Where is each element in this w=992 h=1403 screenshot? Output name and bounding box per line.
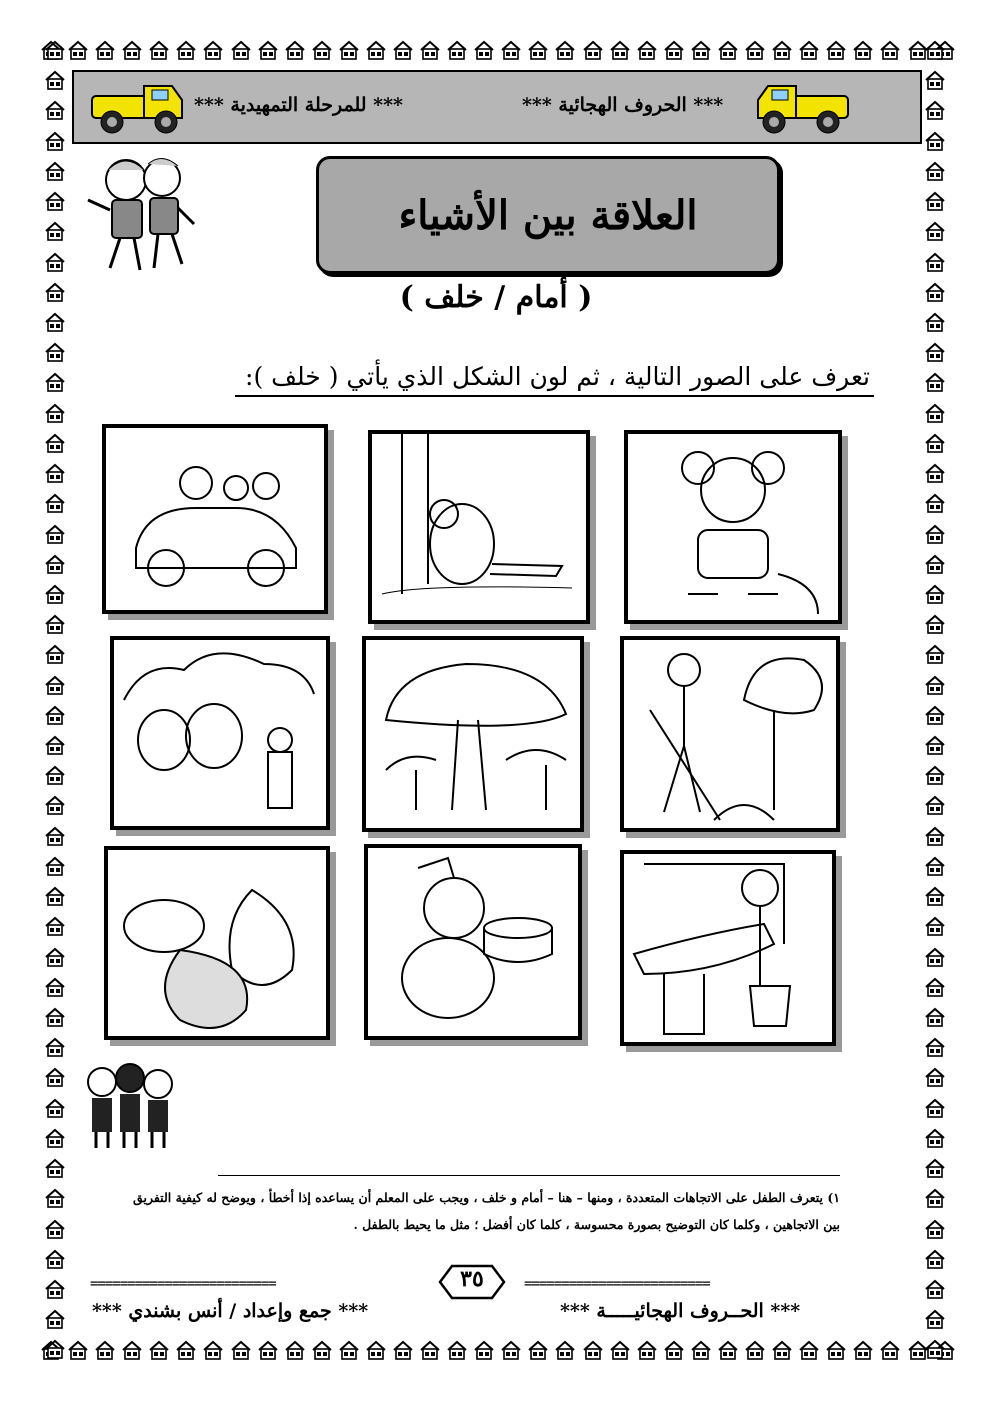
house-icon [44,372,66,392]
house-icon [924,1309,946,1329]
house-icon [311,40,333,60]
house-icon [924,1339,946,1359]
house-icon [230,40,252,60]
house-icon [924,1158,946,1178]
house-icon [44,1249,66,1269]
house-icon [44,1067,66,1087]
house-icon [771,1340,793,1360]
house-icon [717,40,739,60]
house-icon [582,1340,604,1360]
house-icon [924,1219,946,1239]
house-icon [44,161,66,181]
house-icon [924,100,946,120]
border-bottom [40,1340,956,1362]
bear-icon [368,848,578,1036]
house-icon [67,1340,89,1360]
picture-trees[interactable] [362,636,584,832]
house-icon [924,1128,946,1148]
house-icon [924,403,946,423]
house-icon [44,947,66,967]
house-icon [744,1340,766,1360]
fig-icon [108,850,326,1036]
house-icon [44,191,66,211]
house-icon [44,463,66,483]
house-icon [44,977,66,997]
page-number [438,1264,506,1300]
house-icon [582,40,604,60]
tree-icon [366,640,580,828]
house-icon [257,40,279,60]
house-icon [44,1339,66,1359]
house-icon [67,40,89,60]
house-icon [924,1188,946,1208]
house-icon [924,1279,946,1299]
house-icon [44,795,66,815]
footnote-line-1: ١) يتعرف الطفل على الاتجاهات المتعددة ، ومنها – هنا – أمام و خلف ، ويجب على المعلم أن يساعده إذا أخطأ ، ويوضح له كيفية التفريق [133,1190,840,1205]
house-icon [44,524,66,544]
house-icon [44,705,66,725]
house-icon [175,1340,197,1360]
house-icon [924,1249,946,1269]
house-icon [924,675,946,695]
footer-left-text: *** جمع وإعداد / أنس بشندي *** [92,1300,369,1322]
house-icon [690,40,712,60]
beaver-icon [372,434,586,620]
house-icon [771,40,793,60]
house-icon [44,1128,66,1148]
house-icon [44,886,66,906]
house-icon [924,161,946,181]
house-icon [446,40,468,60]
border-right [924,40,950,1360]
house-icon [44,342,66,362]
house-icon [690,1340,712,1360]
house-icon [924,886,946,906]
house-icon [44,100,66,120]
house-icon [44,70,66,90]
house-icon [924,765,946,785]
house-icon [924,584,946,604]
house-icon [202,40,224,60]
house-icon [365,1340,387,1360]
house-icon [825,1340,847,1360]
house-icon [44,221,66,241]
picture-person-at-sink[interactable] [620,850,836,1046]
house-icon [924,252,946,272]
header-banner [72,70,922,144]
house-icon [121,40,143,60]
house-icon [44,252,66,272]
house-icon [202,1340,224,1360]
house-icon [924,1037,946,1057]
house-icon [924,131,946,151]
page-title: العلاقة بين الأشياء [316,156,780,274]
house-icon [44,403,66,423]
house-icon [257,1340,279,1360]
house-icon [663,1340,685,1360]
house-icon [924,40,946,60]
house-icon [473,1340,495,1360]
house-icon [924,463,946,483]
house-icon [44,1098,66,1118]
house-icon [44,1279,66,1299]
house-icon [44,493,66,513]
house-icon [338,1340,360,1360]
house-icon [609,1340,631,1360]
house-icon [852,40,874,60]
house-icon [924,1007,946,1027]
children-icon [78,150,208,280]
picture-sheep-and-boy[interactable] [110,636,330,830]
picture-girl-planting-tree[interactable] [620,636,840,832]
house-icon [924,705,946,725]
sheep-icon [114,640,326,826]
house-icon [230,1340,252,1360]
house-icon [500,40,522,60]
house-icon [44,735,66,755]
house-icon [121,1340,143,1360]
house-icon [924,433,946,453]
house-icon [924,614,946,634]
instruction-text: تعرف على الصور التالية ، ثم لون الشكل الذي يأتي ( خلف ): [235,362,874,397]
page-subtitle: ( أمام / خلف ) [399,280,593,315]
house-icon [44,765,66,785]
house-icon [852,1340,874,1360]
footnote-divider [218,1175,840,1176]
house-icon [924,644,946,664]
house-icon [879,1340,901,1360]
house-icon [392,1340,414,1360]
picture-bear-with-cake[interactable] [364,844,582,1040]
separator-left: ========================= [90,1276,276,1292]
house-icon [527,40,549,60]
house-icon [924,342,946,362]
car-icon [106,428,324,610]
house-icon [924,524,946,544]
house-icon [365,40,387,60]
footer-right-text: *** الحــروف الهجائيـــــة *** [560,1300,801,1322]
house-icon [924,1067,946,1087]
house-icon [44,614,66,634]
house-icon [527,1340,549,1360]
house-icon [879,40,901,60]
truck-icon [746,78,856,138]
house-icon [609,40,631,60]
footnote-line-2: بين الاتجاهين ، وكلما كان التوضيح بصورة محسوسة ، كلما كان أفضل ؛ مثل ما يحيط بالطفل . [353,1217,840,1232]
house-icon [924,1098,946,1118]
house-icon [44,856,66,876]
house-icon [419,1340,441,1360]
picture-figs[interactable] [104,846,330,1040]
house-icon [554,1340,576,1360]
house-icon [44,916,66,936]
house-icon [554,40,576,60]
house-icon [636,40,658,60]
house-icon [44,1158,66,1178]
girl-icon [624,640,836,828]
house-icon [44,675,66,695]
house-icon [924,221,946,241]
house-icon [924,856,946,876]
children-icon [80,1060,180,1152]
house-icon [44,433,66,453]
page-number-value: ٣٥ [460,1266,484,1292]
picture-mouse-with-pot[interactable] [624,430,842,624]
house-icon [392,40,414,60]
house-icon [744,40,766,60]
house-icon [924,191,946,211]
house-icon [44,584,66,604]
house-icon [44,1309,66,1329]
house-icon [419,40,441,60]
house-icon [473,40,495,60]
house-icon [798,40,820,60]
house-icon [924,977,946,997]
house-icon [44,644,66,664]
border-top [40,40,956,62]
house-icon [44,826,66,846]
house-icon [44,1037,66,1057]
house-icon [924,826,946,846]
house-icon [924,372,946,392]
house-icon [44,1007,66,1027]
house-icon [663,40,685,60]
house-icon [924,916,946,936]
house-icon [311,1340,333,1360]
house-icon [338,40,360,60]
house-icon [175,40,197,60]
house-icon [94,1340,116,1360]
house-icon [44,1219,66,1239]
house-icon [148,1340,170,1360]
house-icon [717,1340,739,1360]
house-icon [636,1340,658,1360]
house-icon [44,554,66,574]
border-left [44,40,70,1360]
house-icon [284,1340,306,1360]
house-icon [94,40,116,60]
house-icon [924,947,946,967]
mouse-icon [628,434,838,620]
sink-icon [624,854,832,1042]
house-icon [825,40,847,60]
picture-car-with-characters[interactable] [102,424,328,614]
banner-right-text: *** الحروف الهجائية *** [522,94,724,116]
footnote [96,1184,840,1238]
banner-left-text: *** للمرحلة التمهيدية *** [194,94,403,116]
house-icon [148,40,170,60]
house-icon [44,1188,66,1208]
house-icon [798,1340,820,1360]
house-icon [924,70,946,90]
house-icon [500,1340,522,1360]
truck-icon [84,78,194,138]
separator-right: ========================= [524,1276,710,1292]
house-icon [924,735,946,755]
house-icon [446,1340,468,1360]
house-icon [284,40,306,60]
house-icon [924,554,946,574]
house-icon [44,131,66,151]
house-icon [924,493,946,513]
house-icon [924,795,946,815]
house-icon [44,40,66,60]
picture-beaver-behind-tree[interactable] [368,430,590,624]
